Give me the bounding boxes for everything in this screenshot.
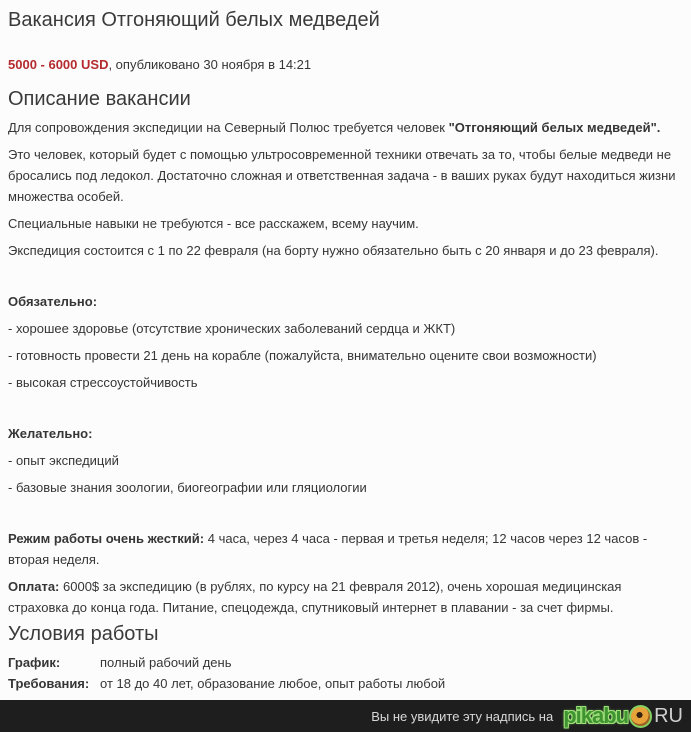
desired-item: - базовые знания зоологии, биогеографии или гляциологии — [8, 480, 367, 495]
pikabu-logo-text: pikabu — [563, 703, 629, 728]
description-paragraph-2: Это человек, который будет с помощью ультросовременной техники отвечать за то, чтобы белые медведи не бросались под ледокол. Достаточно сложная и ответственная задача - в ваших руках будут находиться жизни множества особей. — [8, 147, 676, 204]
condition-row-schedule — [8, 652, 683, 673]
required-item: - высокая стрессоустойчивость — [8, 375, 198, 390]
conditions-table — [8, 652, 683, 694]
condition-label: График: — [8, 655, 61, 670]
description-heading: Описание вакансии — [8, 88, 191, 110]
pay-paragraph — [8, 576, 683, 618]
pikabu-bun-icon — [629, 705, 652, 728]
desired-item: - опыт экспедиций — [8, 453, 119, 468]
description-paragraph-1 — [8, 117, 683, 138]
condition-value: полный рабочий день — [100, 655, 232, 670]
watermark-caption: Вы не увидите эту надпись на — [371, 708, 554, 724]
desired-label: Желательно: — [8, 426, 93, 441]
required-label: Обязательно: — [8, 294, 98, 309]
salary-range: 5000 - 6000 USD — [8, 57, 109, 72]
schedule-text: 4 часа, через 4 часа - первая и третья неделя; 12 часов через 12 часов - вторая неделя. — [8, 531, 648, 567]
condition-label: Требования: — [8, 676, 90, 691]
salary-line — [8, 54, 683, 75]
description-paragraph-3: Специальные навыки не требуются - все расскажем, всему научим. — [8, 216, 419, 231]
published-date: , опубликовано 30 ноября в 14:21 — [108, 57, 312, 72]
pay-text: 6000$ за экспедицию (в рублях, по курсу на 21 февраля 2012), очень хорошая медицинская страховка до конца года. Питание, спецодежда, спутниковый интернет в плавании - за счет фирмы. — [8, 579, 622, 615]
pay-label: Оплата: — [8, 579, 60, 594]
required-item: - готовность провести 21 день на корабле (пожалуйста, внимательно оцените свои возможности) — [8, 348, 597, 363]
watermark-bar — [0, 700, 691, 732]
pikabu-logo[interactable] — [563, 702, 683, 730]
description-paragraph-1-bold: "Отгоняющий белых медведей". — [448, 120, 661, 135]
required-item: - хорошее здоровье (отсутствие хронических заболеваний сердца и ЖКТ) — [8, 321, 456, 336]
description-paragraph-1-text: Для сопровождения экспедиции на Северный Полюс требуется человек — [8, 120, 449, 135]
pikabu-logo-suffix: RU — [654, 705, 683, 727]
condition-value: от 18 до 40 лет, образование любое, опыт работы любой — [100, 676, 446, 691]
description-paragraph-4: Экспедиция состоится с 1 по 22 февраля (на борту нужно обязательно быть с 20 января и до 23 февраля). — [8, 243, 659, 258]
conditions-heading: Условия работы — [8, 623, 159, 645]
schedule-label: Режим работы очень жесткий: — [8, 531, 205, 546]
page-title: Вакансия Отгоняющий белых медведей — [8, 9, 380, 31]
schedule-paragraph — [8, 528, 683, 570]
condition-row-requirements — [8, 673, 683, 694]
